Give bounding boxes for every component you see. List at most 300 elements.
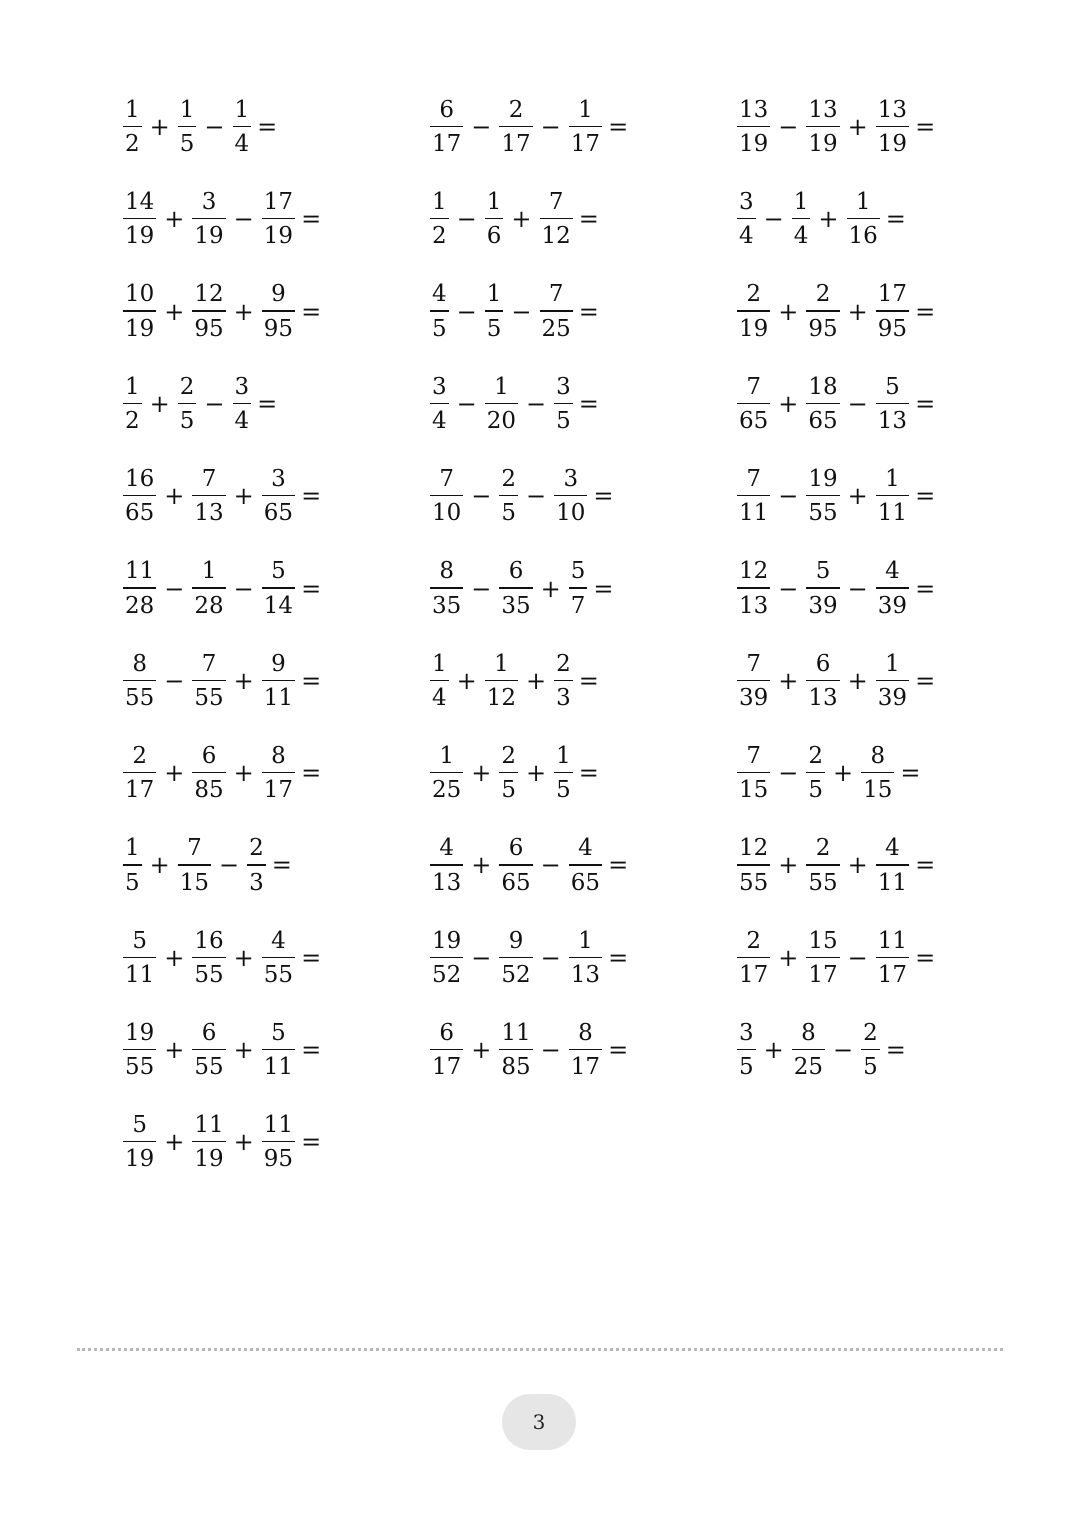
- fraction-bar: [861, 1049, 880, 1050]
- denominator: 5: [179, 408, 195, 435]
- fraction: [123, 558, 156, 618]
- numerator: 3: [432, 373, 447, 400]
- operator: +: [778, 389, 799, 418]
- operator: −: [471, 943, 492, 972]
- numerator: 2: [746, 927, 761, 954]
- fraction: [262, 466, 295, 526]
- fraction-bar: [430, 218, 449, 219]
- numerator: 17: [877, 281, 908, 308]
- problem: [428, 832, 628, 898]
- denominator: 95: [263, 315, 294, 342]
- operator: +: [233, 482, 254, 511]
- fraction-bar: [499, 957, 532, 958]
- fraction: [430, 466, 463, 526]
- operator: +: [164, 482, 185, 511]
- fraction: [876, 558, 909, 618]
- fraction: [876, 466, 909, 526]
- fraction-bar: [123, 310, 156, 311]
- operator: +: [847, 113, 868, 141]
- problem: [735, 279, 935, 345]
- fraction: [430, 835, 463, 895]
- problem: [121, 740, 321, 806]
- fraction: [262, 189, 295, 249]
- operator: +: [511, 205, 532, 234]
- fraction-bar: [123, 864, 142, 865]
- denominator: 19: [125, 223, 155, 250]
- denominator: 11: [739, 500, 769, 527]
- fraction-bar: [192, 680, 225, 681]
- denominator: 2: [125, 408, 140, 435]
- page-number: 3: [532, 1410, 546, 1434]
- fraction-bar: [485, 680, 518, 681]
- numerator: 7: [746, 466, 761, 493]
- fraction-bar: [737, 403, 770, 404]
- equals-sign: =: [301, 1128, 322, 1157]
- fraction-bar: [554, 680, 573, 681]
- numerator: 16: [194, 927, 224, 954]
- fraction: [123, 651, 156, 711]
- numerator: 5: [132, 1112, 147, 1139]
- numerator: 1: [855, 189, 871, 216]
- fraction: [806, 928, 839, 988]
- operator: −: [778, 482, 799, 511]
- problem: [428, 279, 599, 345]
- fraction: [485, 374, 518, 434]
- numerator: 1: [494, 373, 509, 400]
- fraction-bar: [806, 587, 839, 588]
- numerator: 17: [263, 189, 294, 216]
- numerator: 6: [439, 1019, 454, 1046]
- numerator: 19: [125, 1019, 155, 1046]
- fraction: [737, 928, 770, 988]
- operator: −: [540, 1036, 561, 1064]
- fraction-bar: [123, 495, 156, 496]
- fraction-bar: [876, 680, 909, 681]
- equals-sign: =: [915, 943, 936, 972]
- problem: [121, 279, 321, 345]
- equals-sign: =: [915, 574, 936, 603]
- operator: +: [778, 297, 799, 326]
- operator: +: [471, 1036, 492, 1064]
- numerator: 1: [432, 650, 447, 677]
- operator: −: [511, 297, 532, 326]
- fraction-bar: [499, 126, 532, 127]
- numerator: 1: [179, 96, 195, 123]
- denominator: 5: [501, 500, 517, 527]
- denominator: 65: [125, 500, 155, 527]
- equals-sign: =: [301, 759, 322, 788]
- operator: −: [204, 389, 225, 418]
- fraction-bar: [792, 218, 811, 219]
- numerator: 6: [439, 96, 454, 123]
- fraction-bar: [569, 587, 588, 588]
- equals-sign: =: [578, 389, 599, 418]
- fraction-bar: [262, 772, 295, 773]
- numerator: 5: [885, 373, 900, 400]
- numerator: 4: [432, 281, 447, 308]
- denominator: 52: [501, 961, 531, 988]
- fraction: [737, 835, 770, 895]
- fraction: [192, 189, 225, 249]
- equals-sign: =: [593, 574, 614, 603]
- operator: −: [456, 389, 477, 418]
- operator: +: [847, 297, 868, 326]
- denominator: 13: [194, 500, 224, 527]
- fraction: [737, 743, 770, 803]
- numerator: 4: [885, 558, 900, 585]
- operator: +: [233, 1036, 254, 1064]
- fraction-bar: [737, 587, 770, 588]
- denominator: 25: [793, 1054, 824, 1081]
- numerator: 1: [578, 927, 593, 954]
- fraction-bar: [247, 864, 266, 865]
- fraction: [554, 651, 573, 711]
- fraction-bar: [737, 957, 770, 958]
- fraction-bar: [485, 218, 504, 219]
- denominator: 11: [263, 684, 294, 711]
- operator: +: [149, 851, 170, 880]
- numerator: 1: [578, 96, 593, 123]
- operator: −: [540, 113, 561, 141]
- denominator: 17: [501, 131, 531, 158]
- fraction-bar: [806, 403, 839, 404]
- fraction: [262, 651, 295, 711]
- fraction: [806, 374, 839, 434]
- fraction: [233, 97, 252, 157]
- fraction: [806, 281, 839, 341]
- operator: −: [456, 297, 477, 326]
- denominator: 4: [793, 223, 809, 250]
- numerator: 11: [125, 558, 155, 585]
- fraction: [876, 835, 909, 895]
- fraction: [485, 189, 504, 249]
- denominator: 55: [808, 869, 838, 896]
- fraction-bar: [123, 587, 156, 588]
- operator: −: [847, 943, 868, 972]
- equals-sign: =: [915, 666, 936, 695]
- equals-sign: =: [900, 759, 921, 788]
- denominator: 11: [125, 961, 155, 988]
- fraction: [569, 1020, 602, 1080]
- operator: −: [526, 482, 547, 511]
- denominator: 5: [863, 1054, 878, 1081]
- fraction-bar: [485, 310, 504, 311]
- fraction-bar: [262, 495, 295, 496]
- fraction-bar: [430, 864, 463, 865]
- fraction: [430, 651, 449, 711]
- numerator: 3: [201, 189, 217, 216]
- fraction: [499, 97, 532, 157]
- denominator: 5: [432, 315, 447, 342]
- fraction-bar: [430, 1049, 463, 1050]
- fraction: [737, 651, 770, 711]
- fraction-bar: [262, 218, 295, 219]
- fraction-bar: [262, 587, 295, 588]
- numerator: 7: [201, 466, 217, 493]
- fraction: [430, 97, 463, 157]
- fraction-bar: [430, 403, 449, 404]
- numerator: 3: [739, 1019, 754, 1046]
- denominator: 95: [194, 315, 224, 342]
- fraction-bar: [192, 495, 225, 496]
- operator: +: [471, 759, 492, 788]
- numerator: 8: [271, 742, 286, 769]
- numerator: 8: [578, 1019, 593, 1046]
- problem: [735, 925, 935, 991]
- denominator: 85: [501, 1054, 531, 1081]
- fraction: [233, 374, 252, 434]
- denominator: 55: [263, 961, 294, 988]
- numerator: 2: [815, 281, 831, 308]
- fraction: [123, 835, 142, 895]
- fraction-bar: [861, 772, 894, 773]
- numerator: 1: [125, 373, 140, 400]
- numerator: 1: [885, 650, 900, 677]
- fraction-bar: [192, 218, 225, 219]
- numerator: 11: [263, 1112, 294, 1139]
- fraction-bar: [806, 864, 839, 865]
- fraction: [123, 281, 156, 341]
- denominator: 5: [179, 131, 195, 158]
- problem: [428, 556, 614, 622]
- denominator: 12: [541, 223, 571, 250]
- fraction-bar: [737, 495, 770, 496]
- operator: +: [164, 1036, 185, 1064]
- denominator: 14: [263, 592, 294, 619]
- fraction: [430, 374, 449, 434]
- problem: [121, 186, 321, 252]
- operator: −: [471, 113, 492, 141]
- denominator: 65: [808, 408, 838, 435]
- fraction-bar: [233, 126, 252, 127]
- fraction-bar: [554, 495, 587, 496]
- operator: +: [833, 759, 854, 788]
- denominator: 4: [234, 408, 250, 435]
- operator: −: [778, 759, 799, 788]
- fraction: [262, 1020, 295, 1080]
- fraction-bar: [499, 495, 518, 496]
- denominator: 7: [570, 592, 586, 619]
- fraction-bar: [430, 587, 463, 588]
- numerator: 3: [234, 373, 250, 400]
- fraction-bar: [192, 772, 225, 773]
- denominator: 4: [432, 684, 447, 711]
- operator: −: [847, 574, 868, 603]
- operator: −: [204, 113, 225, 141]
- denominator: 95: [263, 1146, 294, 1173]
- fraction: [123, 743, 156, 803]
- operator: −: [763, 205, 784, 234]
- numerator: 13: [877, 96, 908, 123]
- denominator: 5: [808, 777, 824, 804]
- fraction: [178, 374, 197, 434]
- fraction: [192, 558, 225, 618]
- fraction: [737, 558, 770, 618]
- fraction: [192, 281, 225, 341]
- fraction: [540, 281, 573, 341]
- equals-sign: =: [885, 205, 906, 234]
- fraction: [554, 374, 573, 434]
- fraction-bar: [430, 495, 463, 496]
- fraction-bar: [123, 403, 142, 404]
- operator: −: [540, 851, 561, 880]
- operator: +: [164, 205, 185, 234]
- fraction-bar: [737, 1049, 756, 1050]
- denominator: 52: [432, 961, 462, 988]
- denominator: 17: [570, 1054, 601, 1081]
- operator: +: [456, 666, 477, 695]
- fraction-bar: [123, 1141, 156, 1142]
- problem: [121, 925, 321, 991]
- numerator: 7: [201, 650, 217, 677]
- equals-sign: =: [578, 297, 599, 326]
- fraction: [861, 1020, 880, 1080]
- dotted-divider: [77, 1348, 1003, 1351]
- denominator: 10: [556, 500, 586, 527]
- numerator: 2: [501, 742, 517, 769]
- page-number-badge: [502, 1394, 576, 1450]
- fraction: [737, 281, 770, 341]
- numerator: 1: [432, 189, 447, 216]
- numerator: 9: [271, 281, 286, 308]
- fraction: [792, 1020, 825, 1080]
- fraction-bar: [737, 218, 756, 219]
- operator: +: [233, 297, 254, 326]
- numerator: 1: [885, 466, 900, 493]
- denominator: 5: [486, 315, 502, 342]
- numerator: 7: [548, 281, 564, 308]
- denominator: 17: [570, 131, 601, 158]
- problem: [735, 648, 935, 714]
- denominator: 3: [249, 869, 264, 896]
- numerator: 7: [439, 466, 454, 493]
- numerator: 2: [863, 1019, 878, 1046]
- fraction-bar: [737, 126, 770, 127]
- denominator: 6: [486, 223, 502, 250]
- fraction-bar: [262, 1141, 295, 1142]
- operator: +: [778, 851, 799, 880]
- numerator: 8: [870, 742, 886, 769]
- fraction-bar: [123, 126, 142, 127]
- operator: −: [471, 574, 492, 603]
- operator: +: [233, 943, 254, 972]
- denominator: 13: [877, 408, 908, 435]
- denominator: 35: [432, 592, 462, 619]
- numerator: 3: [556, 373, 571, 400]
- numerator: 1: [486, 281, 502, 308]
- numerator: 15: [808, 927, 838, 954]
- denominator: 55: [125, 684, 155, 711]
- denominator: 19: [739, 131, 769, 158]
- problem: [428, 648, 599, 714]
- numerator: 6: [201, 742, 217, 769]
- numerator: 7: [548, 189, 564, 216]
- fraction: [430, 189, 449, 249]
- fraction-bar: [499, 1049, 532, 1050]
- denominator: 13: [808, 684, 838, 711]
- fraction-bar: [430, 680, 449, 681]
- denominator: 19: [194, 223, 224, 250]
- denominator: 5: [556, 777, 571, 804]
- operator: −: [778, 113, 799, 141]
- numerator: 7: [746, 742, 761, 769]
- fraction-bar: [123, 680, 156, 681]
- fraction-bar: [178, 126, 197, 127]
- fraction-bar: [123, 772, 156, 773]
- fraction: [876, 928, 909, 988]
- equals-sign: =: [301, 666, 322, 695]
- denominator: 4: [234, 131, 250, 158]
- denominator: 12: [486, 684, 517, 711]
- denominator: 17: [263, 777, 294, 804]
- fraction-bar: [262, 310, 295, 311]
- numerator: 5: [271, 558, 286, 585]
- fraction: [499, 743, 518, 803]
- equals-sign: =: [915, 113, 936, 141]
- fraction-bar: [430, 957, 463, 958]
- denominator: 65: [739, 408, 769, 435]
- equals-sign: =: [257, 113, 278, 141]
- operator: +: [149, 389, 170, 418]
- fraction-bar: [737, 680, 770, 681]
- fraction: [806, 97, 839, 157]
- fraction: [806, 743, 825, 803]
- fraction: [430, 928, 463, 988]
- numerator: 2: [501, 466, 517, 493]
- numerator: 6: [201, 1019, 217, 1046]
- numerator: 13: [808, 96, 838, 123]
- problem: [735, 740, 921, 806]
- fraction: [499, 558, 532, 618]
- denominator: 65: [501, 869, 531, 896]
- denominator: 5: [556, 408, 571, 435]
- fraction-bar: [540, 310, 573, 311]
- fraction-bar: [806, 957, 839, 958]
- denominator: 2: [432, 223, 447, 250]
- operator: +: [847, 851, 868, 880]
- equals-sign: =: [578, 205, 599, 234]
- numerator: 18: [808, 373, 838, 400]
- fraction: [499, 1020, 532, 1080]
- fraction: [192, 466, 225, 526]
- denominator: 55: [194, 684, 224, 711]
- numerator: 1: [439, 742, 454, 769]
- fraction-bar: [737, 864, 770, 865]
- numerator: 5: [815, 558, 831, 585]
- fraction: [430, 743, 463, 803]
- denominator: 35: [501, 592, 531, 619]
- fraction-bar: [430, 772, 463, 773]
- fraction-bar: [792, 1049, 825, 1050]
- denominator: 28: [194, 592, 224, 619]
- denominator: 39: [877, 684, 908, 711]
- problem: [428, 925, 628, 991]
- denominator: 55: [194, 1054, 224, 1081]
- fraction-bar: [192, 957, 225, 958]
- denominator: 5: [125, 869, 140, 896]
- fraction-bar: [876, 403, 909, 404]
- numerator: 10: [125, 281, 155, 308]
- fraction: [806, 651, 839, 711]
- fraction: [569, 558, 588, 618]
- denominator: 95: [877, 315, 908, 342]
- problem: [428, 94, 628, 160]
- fraction: [737, 374, 770, 434]
- numerator: 7: [746, 373, 761, 400]
- fraction: [123, 189, 156, 249]
- denominator: 17: [739, 961, 769, 988]
- fraction-bar: [178, 403, 197, 404]
